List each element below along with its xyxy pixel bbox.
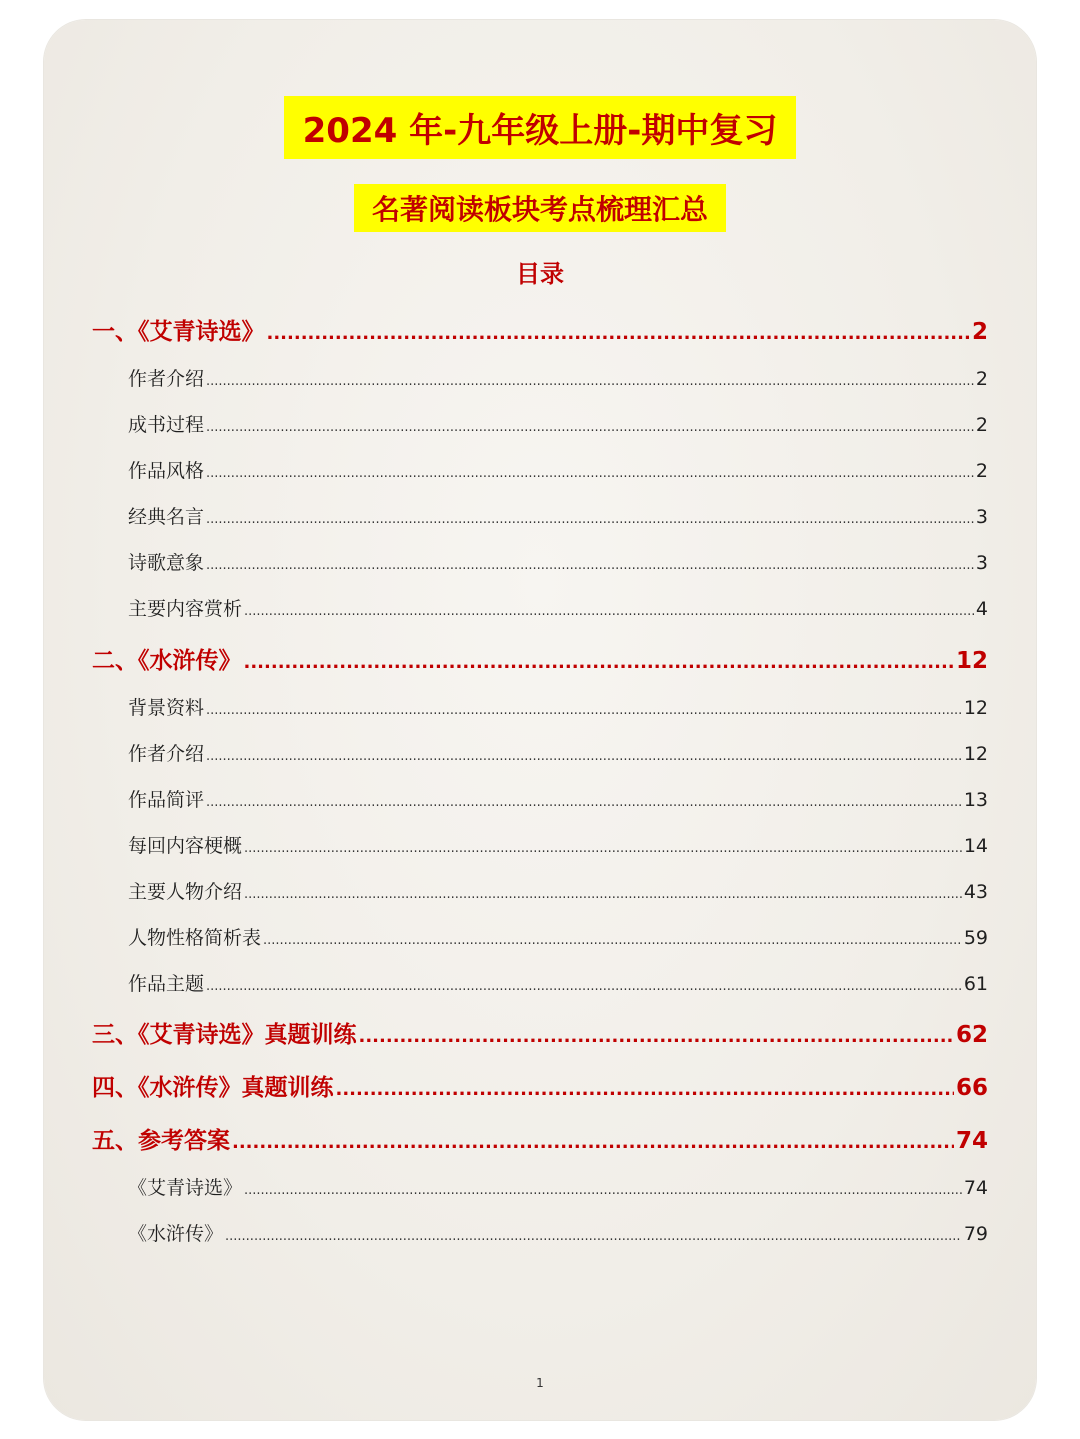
toc-entry-page-number: 14 xyxy=(963,835,988,857)
toc-entry-page-number: 74 xyxy=(963,1177,988,1199)
toc-entry-page-number: 12 xyxy=(963,697,988,719)
toc-entry-page-number: 62 xyxy=(955,1022,988,1048)
toc-dot-leader xyxy=(206,558,974,573)
toc-entry-page-number: 2 xyxy=(975,460,988,482)
toc-heading: 目录 xyxy=(516,260,564,288)
toc-entry-page-number: 3 xyxy=(975,506,988,528)
toc-section-entry[interactable] xyxy=(92,313,988,347)
toc-entry-label: 四、《水浒传》真题训练 xyxy=(92,1075,334,1101)
toc-subsection-entry[interactable] xyxy=(128,877,988,905)
document-title: 2024 年-九年级上册-期中复习 xyxy=(284,96,796,159)
toc-entry-label: 作品主题 xyxy=(128,973,205,995)
toc-entry-label: 每回内容梗概 xyxy=(128,835,243,857)
toc-entry-page-number: 79 xyxy=(963,1223,988,1245)
toc-entry-page-number: 4 xyxy=(975,598,988,620)
toc-dot-leader xyxy=(225,1229,962,1244)
toc-dot-leader xyxy=(244,887,962,902)
toc-entry-label: 背景资料 xyxy=(128,697,205,719)
toc-entry-label: 经典名言 xyxy=(128,506,205,528)
toc-entry-label: 《艾青诗选》 xyxy=(128,1177,243,1199)
toc-entry-label: 人物性格简析表 xyxy=(128,927,262,949)
toc-dot-leader xyxy=(244,604,974,619)
toc-dot-leader xyxy=(206,795,962,810)
toc-subsection-entry[interactable] xyxy=(128,693,988,721)
toc-entry-label: 一、《艾青诗选》 xyxy=(92,319,265,345)
toc-entry-page-number: 59 xyxy=(963,927,988,949)
document-subtitle: 名著阅读板块考点梳理汇总 xyxy=(354,184,726,232)
toc-entry-label: 《水浒传》 xyxy=(128,1223,224,1245)
toc-subsection-entry[interactable] xyxy=(128,594,988,622)
toc-dot-leader xyxy=(359,1026,954,1047)
toc-subsection-entry[interactable] xyxy=(128,1173,988,1201)
toc-entry-label: 诗歌意象 xyxy=(128,552,205,574)
toc-entry-page-number: 74 xyxy=(955,1128,988,1154)
toc-subsection-entry[interactable] xyxy=(128,364,988,392)
toc-subsection-entry[interactable] xyxy=(128,502,988,530)
toc-dot-leader xyxy=(263,933,962,948)
toc-dot-leader xyxy=(206,703,962,718)
toc-entry-page-number: 61 xyxy=(963,973,988,995)
toc-dot-leader xyxy=(206,374,974,389)
toc-section-entry[interactable] xyxy=(92,642,988,676)
toc-section-entry[interactable] xyxy=(92,1016,988,1050)
toc-entry-page-number: 66 xyxy=(955,1075,988,1101)
toc-dot-leader xyxy=(206,512,974,527)
toc-dot-leader xyxy=(206,420,974,435)
toc-subsection-entry[interactable] xyxy=(128,785,988,813)
toc-entry-label: 作者介绍 xyxy=(128,743,205,765)
toc-section-entry[interactable] xyxy=(92,1122,988,1156)
toc-entry-page-number: 2 xyxy=(975,368,988,390)
toc-entry-label: 成书过程 xyxy=(128,414,205,436)
toc-dot-leader xyxy=(267,323,970,344)
page-number: 1 xyxy=(536,1376,544,1390)
toc-entry-label: 主要人物介绍 xyxy=(128,881,243,903)
toc-subsection-entry[interactable] xyxy=(128,923,988,951)
toc-subsection-entry[interactable] xyxy=(128,410,988,438)
toc-entry-page-number: 12 xyxy=(963,743,988,765)
toc-subsection-entry[interactable] xyxy=(128,548,988,576)
toc-subsection-entry[interactable] xyxy=(128,1219,988,1247)
toc-entry-page-number: 2 xyxy=(971,319,988,345)
toc-dot-leader xyxy=(206,979,962,994)
toc-dot-leader xyxy=(206,749,962,764)
toc-entry-page-number: 2 xyxy=(975,414,988,436)
toc-entry-label: 作品简评 xyxy=(128,789,205,811)
toc-entry-label: 主要内容赏析 xyxy=(128,598,243,620)
toc-entry-label: 三、《艾青诗选》真题训练 xyxy=(92,1022,357,1048)
toc-subsection-entry[interactable] xyxy=(128,969,988,997)
toc-entry-page-number: 13 xyxy=(963,789,988,811)
toc-subsection-entry[interactable] xyxy=(128,831,988,859)
toc-dot-leader xyxy=(206,466,974,481)
toc-subsection-entry[interactable] xyxy=(128,739,988,767)
toc-dot-leader xyxy=(244,841,962,856)
toc-entry-page-number: 43 xyxy=(963,881,988,903)
toc-dot-leader xyxy=(244,652,954,673)
toc-dot-leader xyxy=(244,1183,962,1198)
toc-entry-label: 五、参考答案 xyxy=(92,1128,230,1154)
toc-section-entry[interactable] xyxy=(92,1069,988,1103)
toc-entry-label: 二、《水浒传》 xyxy=(92,648,242,674)
toc-entry-page-number: 12 xyxy=(955,648,988,674)
toc-dot-leader xyxy=(232,1132,954,1153)
toc-entry-label: 作者介绍 xyxy=(128,368,205,390)
toc-subsection-entry[interactable] xyxy=(128,456,988,484)
toc-entry-page-number: 3 xyxy=(975,552,988,574)
toc-entry-label: 作品风格 xyxy=(128,460,205,482)
toc-dot-leader xyxy=(336,1079,954,1100)
